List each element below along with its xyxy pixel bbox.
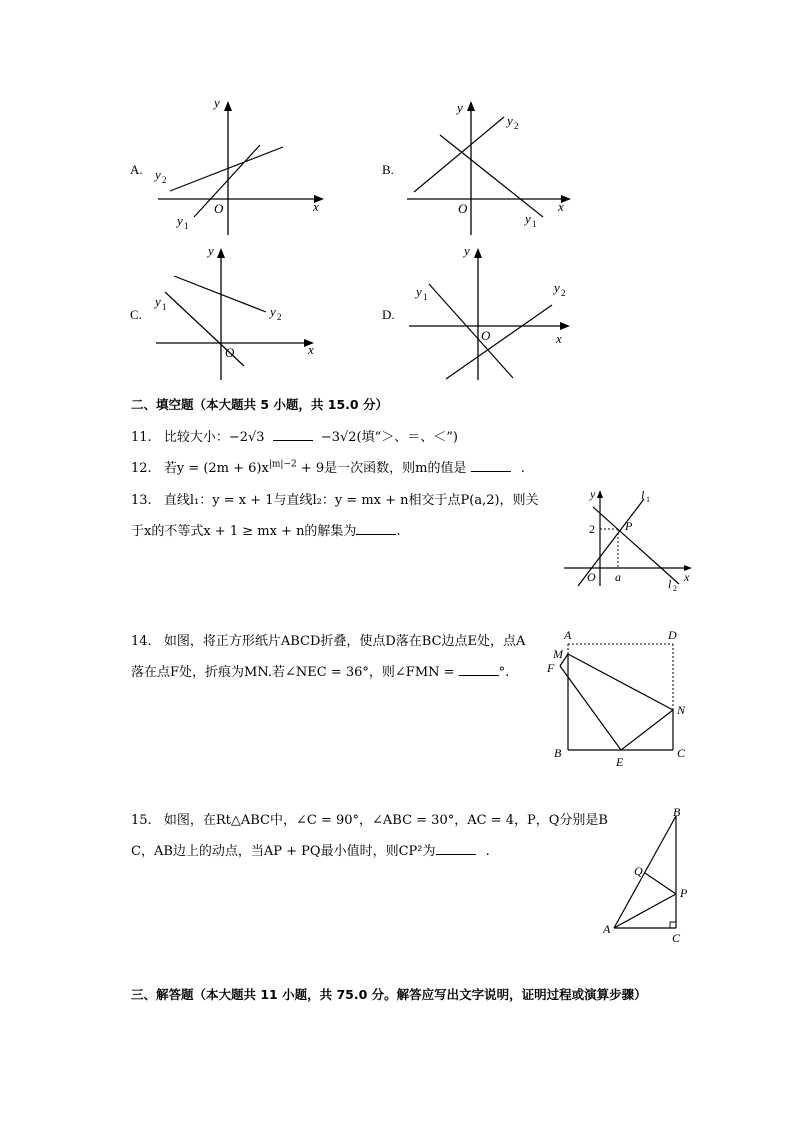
question-text: 若y = (2m + 6)x (163, 461, 269, 476)
question-text-line1: 如图，将正方形纸片ABCD折叠，使点D落在BC边点E处，点A (163, 634, 526, 649)
l2-subscript: 2 (673, 584, 677, 592)
point-e-label: E (616, 755, 624, 769)
graph-c-figure (120, 240, 340, 385)
option-label: D. (382, 307, 395, 322)
option-label: C. (130, 307, 142, 322)
q13-figure (560, 482, 700, 592)
y2-subscript: 2 (561, 288, 566, 298)
graph-a-figure (120, 95, 340, 240)
line-y1 (440, 135, 543, 217)
option-label: A. (130, 162, 143, 177)
y2-label: y (554, 280, 560, 295)
question-12 (131, 457, 525, 476)
question-14 (131, 630, 525, 649)
y1-label: y (525, 211, 531, 226)
period: . (520, 461, 525, 476)
x-axis-label: x (556, 331, 562, 346)
section-heading-fill-in: 二、填空题（本大题共 5 小题，共 15.0 分） (131, 397, 388, 412)
line-y1 (429, 284, 513, 378)
point-m-label: M (553, 647, 563, 661)
origin-label: O (458, 201, 468, 216)
y1-label: y (416, 284, 422, 299)
x-axis-label: x (308, 342, 314, 357)
question-number: 11. (131, 430, 152, 445)
question-number: 15. (131, 813, 152, 828)
question-number: 14. (131, 634, 152, 649)
y1-subscript: 1 (184, 221, 189, 231)
segment-pq (645, 873, 676, 894)
question-text: 比较大小：−2√3 (163, 430, 265, 445)
y-axis-label: y (464, 243, 470, 258)
question-14-line2 (131, 661, 509, 680)
graph-d-figure (380, 240, 590, 385)
y-axis-arrow (217, 248, 225, 258)
question-13 (131, 489, 539, 508)
exponent: |m|−2 (268, 459, 297, 470)
question-text-tail: + 9是一次函数，则m的值是 (296, 461, 467, 476)
y1-subscript: 1 (162, 302, 167, 312)
graph-c (120, 240, 340, 385)
point-a-label: A (603, 922, 611, 936)
y-axis-label: y (457, 100, 463, 115)
question-15-line2 (131, 840, 490, 859)
y-axis-label: y (208, 243, 214, 258)
y-axis-label: y (214, 95, 220, 110)
y-axis-arrow (467, 101, 475, 111)
answer-blank[interactable] (273, 428, 313, 441)
y1-label: y (155, 294, 161, 309)
edge-fe (560, 666, 621, 750)
graph-b (380, 95, 590, 240)
origin-label: O (481, 328, 491, 343)
question-15 (131, 809, 608, 828)
question-number: 12. (131, 461, 152, 476)
line-y2 (414, 117, 504, 192)
question-text-line2: 于x的不等式x + 1 ≥ mx + n的解集为 (131, 524, 357, 539)
point-f-label: F (547, 661, 555, 675)
y-axis-label: y (590, 487, 596, 501)
y2-subscript: 2 (514, 121, 519, 131)
line-y1 (194, 145, 260, 217)
section-heading-solutions: 三、解答题（本大题共 11 小题，共 75.0 分。解答应写出文字说明，证明过程或演算步骤） (131, 987, 647, 1002)
y2-subscript: 2 (162, 175, 167, 185)
y-value-label: 2 (589, 522, 595, 536)
answer-blank[interactable] (356, 522, 396, 535)
origin-label: O (214, 201, 224, 216)
y2-label: y (270, 304, 276, 319)
origin-label: O (587, 570, 596, 584)
question-text-line2: 落在点F处，折痕为MN.若∠NEC = 36°，则∠FMN = (131, 665, 459, 680)
point-n-label: N (677, 703, 686, 717)
graph-b-figure (380, 95, 590, 240)
line-y2 (170, 147, 283, 191)
option-label: B. (382, 162, 394, 177)
question-11 (131, 426, 458, 445)
line-l2 (593, 507, 679, 584)
answer-blank[interactable] (459, 663, 499, 676)
line-y2 (446, 305, 552, 379)
y1-subscript: 1 (532, 219, 537, 229)
fold-line-mn (568, 654, 673, 710)
l1-label: l (641, 488, 645, 502)
point-q-label: Q (634, 864, 643, 878)
y-axis-arrow (474, 248, 482, 258)
x-axis-label: x (313, 199, 319, 214)
degree-suffix: °. (498, 665, 510, 680)
q14-figure (540, 622, 700, 772)
question-text-line1: 直线l₁：y = x + 1与直线l₂：y = mx + n相交于点P(a,2)，则关 (163, 493, 539, 508)
question-text-tail: −3√2(填“＞、＝、＜”) (320, 430, 458, 445)
y2-label: y (155, 167, 161, 182)
x-axis-arrow (560, 322, 570, 330)
y2-subscript: 2 (277, 312, 282, 322)
question-text-line2: C，AB边上的动点，当AP + PQ最小值时，则CP²为 (131, 844, 436, 859)
x-axis-label: x (558, 199, 564, 214)
point-c-label: C (677, 746, 686, 760)
question-number: 13. (131, 493, 152, 508)
origin-label: O (225, 345, 235, 360)
y-axis-arrow (597, 490, 603, 498)
x-value-label: a (615, 570, 621, 584)
point-p-label: P (680, 886, 688, 900)
y1-subscript: 1 (423, 292, 428, 302)
y-axis-arrow (224, 101, 232, 111)
point-b-label: B (554, 746, 562, 760)
question-13-line2 (131, 520, 401, 539)
x-axis-label: x (684, 570, 690, 584)
l1-subscript: 1 (646, 495, 650, 504)
period: . (396, 524, 401, 539)
q15-figure (598, 802, 698, 947)
point-p-label: P (625, 519, 633, 533)
point-a-label: A (564, 628, 572, 642)
point-d-label: D (668, 628, 677, 642)
l2-label: l (668, 577, 672, 591)
line-y2 (174, 276, 266, 312)
y1-label: y (177, 213, 183, 228)
graph-d (380, 240, 590, 385)
edge-en (621, 710, 673, 750)
point-b-label: B (673, 805, 681, 819)
question-text-line1: 如图，在Rt△ABC中，∠C = 90°，∠ABC = 30°，AC = 4，P，Q分别是B (163, 813, 608, 828)
period: . (485, 844, 490, 859)
point-c-label: C (672, 931, 681, 945)
graph-a (120, 95, 340, 240)
answer-blank[interactable] (436, 842, 476, 855)
right-angle-mark (670, 922, 676, 928)
y2-label: y (507, 113, 513, 128)
answer-blank[interactable] (471, 459, 511, 472)
